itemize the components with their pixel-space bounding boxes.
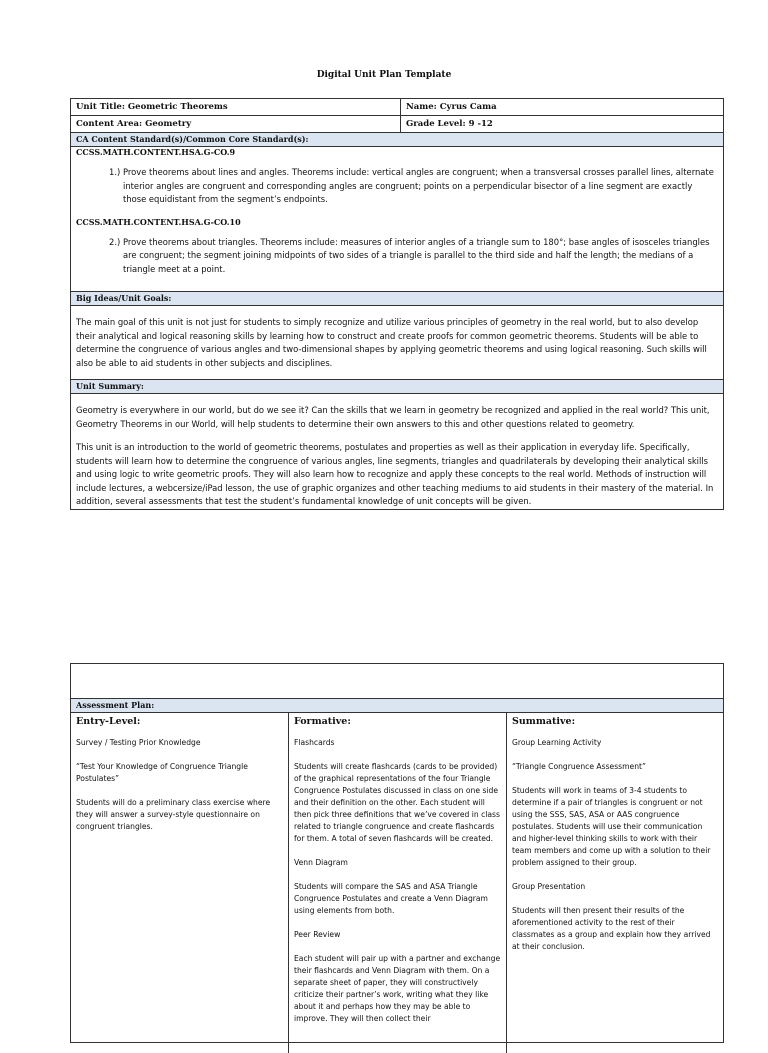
assessment-plan-label: Assessment Plan: (71, 699, 723, 713)
assessment-table (70, 663, 724, 1043)
entry-paragraph: “Test Your Knowledge of Congruence Triangle Postulates” (76, 762, 248, 783)
entry-paragraph: Students will do a preliminary class exercise where they will answer a survey-style questionnaire on congruent triangles. (76, 798, 271, 831)
unit-summary-label: Unit Summary: (71, 379, 723, 394)
big-ideas-label: Big Ideas/Unit Goals: (71, 291, 723, 306)
content-area-cell: Content Area: Geometry (71, 116, 401, 132)
unit-plan-table (70, 98, 724, 510)
name-cell: Name: Cyrus Cama (406, 102, 497, 112)
summative-column (507, 713, 723, 1053)
standards-label: CA Content Standard(s)/Common Core Standard(s): (71, 132, 723, 147)
entry-level-column (71, 713, 289, 1053)
summative-paragraph: Students will work in teams of 3-4 students to determine if a pair of triangles is congruent or not using the SSS, SAS, ASA or AAS congruence postulates. Students will use their communication and higher-level thinking skills to work with their team members and come up with a solution to their problem assigned to their group. (512, 786, 711, 867)
entry-paragraph: Survey / Testing Prior Knowledge (76, 738, 201, 747)
standard-item-1 (71, 158, 723, 215)
summative-paragraph: Group Learning Activity (512, 738, 602, 747)
formative-paragraph: Each student will pair up with a partner and exchange their flashcards and Venn Diagram with them. On a separate sheet of paper, they will constructively criticize their partner’s work, writing what they like about it and perhaps how they may be able to improve. They will then collect their (294, 954, 501, 1023)
header-row-1 (71, 99, 723, 116)
document-title: Digital Unit Plan Template (316, 70, 452, 80)
standard-code-2: CCSS.MATH.CONTENT.HSA.G-CO.10 (76, 216, 241, 227)
standard-text-2: Prove theorems about triangles. Theorems include: measures of interior angles of a triangle sum to 180°; base angles of isosceles triangles are congruent; the segment joining midpoints of two sides of a triangle is parallel to the third side and half the length; the medians of a triangle meet at a point. (123, 236, 710, 274)
entry-level-heading: Entry-Level: (76, 716, 141, 727)
formative-column (289, 713, 507, 1053)
summative-paragraph: Group Presentation (512, 882, 586, 891)
unit-summary-paragraph-2: This unit is an introduction to the world of geometric theorems, postulates and properties as well as their application in everyday life. Specifically, students will learn how to determine the congruence of various angles, line segments, triangles and quadrilaterals by developing their analytical skills and using logic to write geometric proofs. They will also learn how to recognize and apply these concepts to the real world. Methods of instruction will include lectures, a webcersize/iPad lesson, the use of graphic organizes and other teaching mediums to aid students in their mastery of the material. In addition, several assessments that test the student’s fundamental knowledge of unit concepts will be given. (76, 442, 714, 506)
formative-paragraph: Venn Diagram (294, 858, 348, 867)
summative-paragraph: “Triangle Congruence Assessment” (512, 762, 646, 771)
blank-row (71, 664, 723, 699)
unit-summary-paragraph-1: Geometry is everywhere in our world, but do we see it? Can the skills that we learn in geometry be recognized and applied in the real world? This unit, Geometry Theorems in our World, will help students to determine their own answers to this and other questions related to geometry. (76, 405, 710, 429)
standard-code-1: CCSS.MATH.CONTENT.HSA.G-CO.9 (76, 147, 236, 157)
formative-paragraph: Flashcards (294, 738, 335, 747)
assessment-columns (71, 713, 723, 1053)
standard-item-2 (71, 228, 723, 292)
formative-paragraph: Students will compare the SAS and ASA Triangle Congruence Postulates and create a Venn Diagram using elements from both. (294, 882, 488, 915)
grade-level-cell: Grade Level: 9 -12 (406, 119, 493, 129)
summative-paragraph: Students will then present their results of the aforementioned activity to the rest of their classmates as a group and explain how they arrived at their conclusion. (512, 906, 711, 951)
standard-number-2: 2.) (109, 236, 121, 247)
formative-paragraph: Peer Review (294, 930, 341, 939)
summative-heading: Summative: (512, 716, 576, 727)
formative-paragraph: Students will create flashcards (cards to be provided) of the graphical representations of the four Triangle Congruence Postulates discussed in class on one side and their definition on the other. Each student will then pick three definitions that we’ve covered in class related to triangle congruence and create flashcards for them. A total of seven flashcards will be created. (294, 762, 500, 843)
formative-heading: Formative: (294, 716, 351, 727)
standard-number-1: 1.) (109, 167, 121, 177)
standard-text-1: Prove theorems about lines and angles. Theorems include: vertical angles are congruent; when a transversal crosses parallel lines, alternate interior angles are congruent and corresponding angles are congruent; points on a perpendicular bisector of a line segment are exactly those equidistant from the segment’s endpoints. (123, 167, 714, 204)
unit-title-cell: Unit Title: Geometric Theorems (71, 99, 401, 115)
header-row-2 (71, 116, 723, 132)
big-ideas-text: The main goal of this unit is not just for students to simply recognize and utilize various principles of geometry in the real world, but to also develop their analytical and logical reasoning skills by learning how to construct and create proofs for common geometric theorems. Students will be able to determine the congruence of various angles and two-dimensional shapes by applying geometric theorems and using logical reasoning. Such skills will also be able to aid students in other subjects and disciplines. (76, 317, 707, 368)
